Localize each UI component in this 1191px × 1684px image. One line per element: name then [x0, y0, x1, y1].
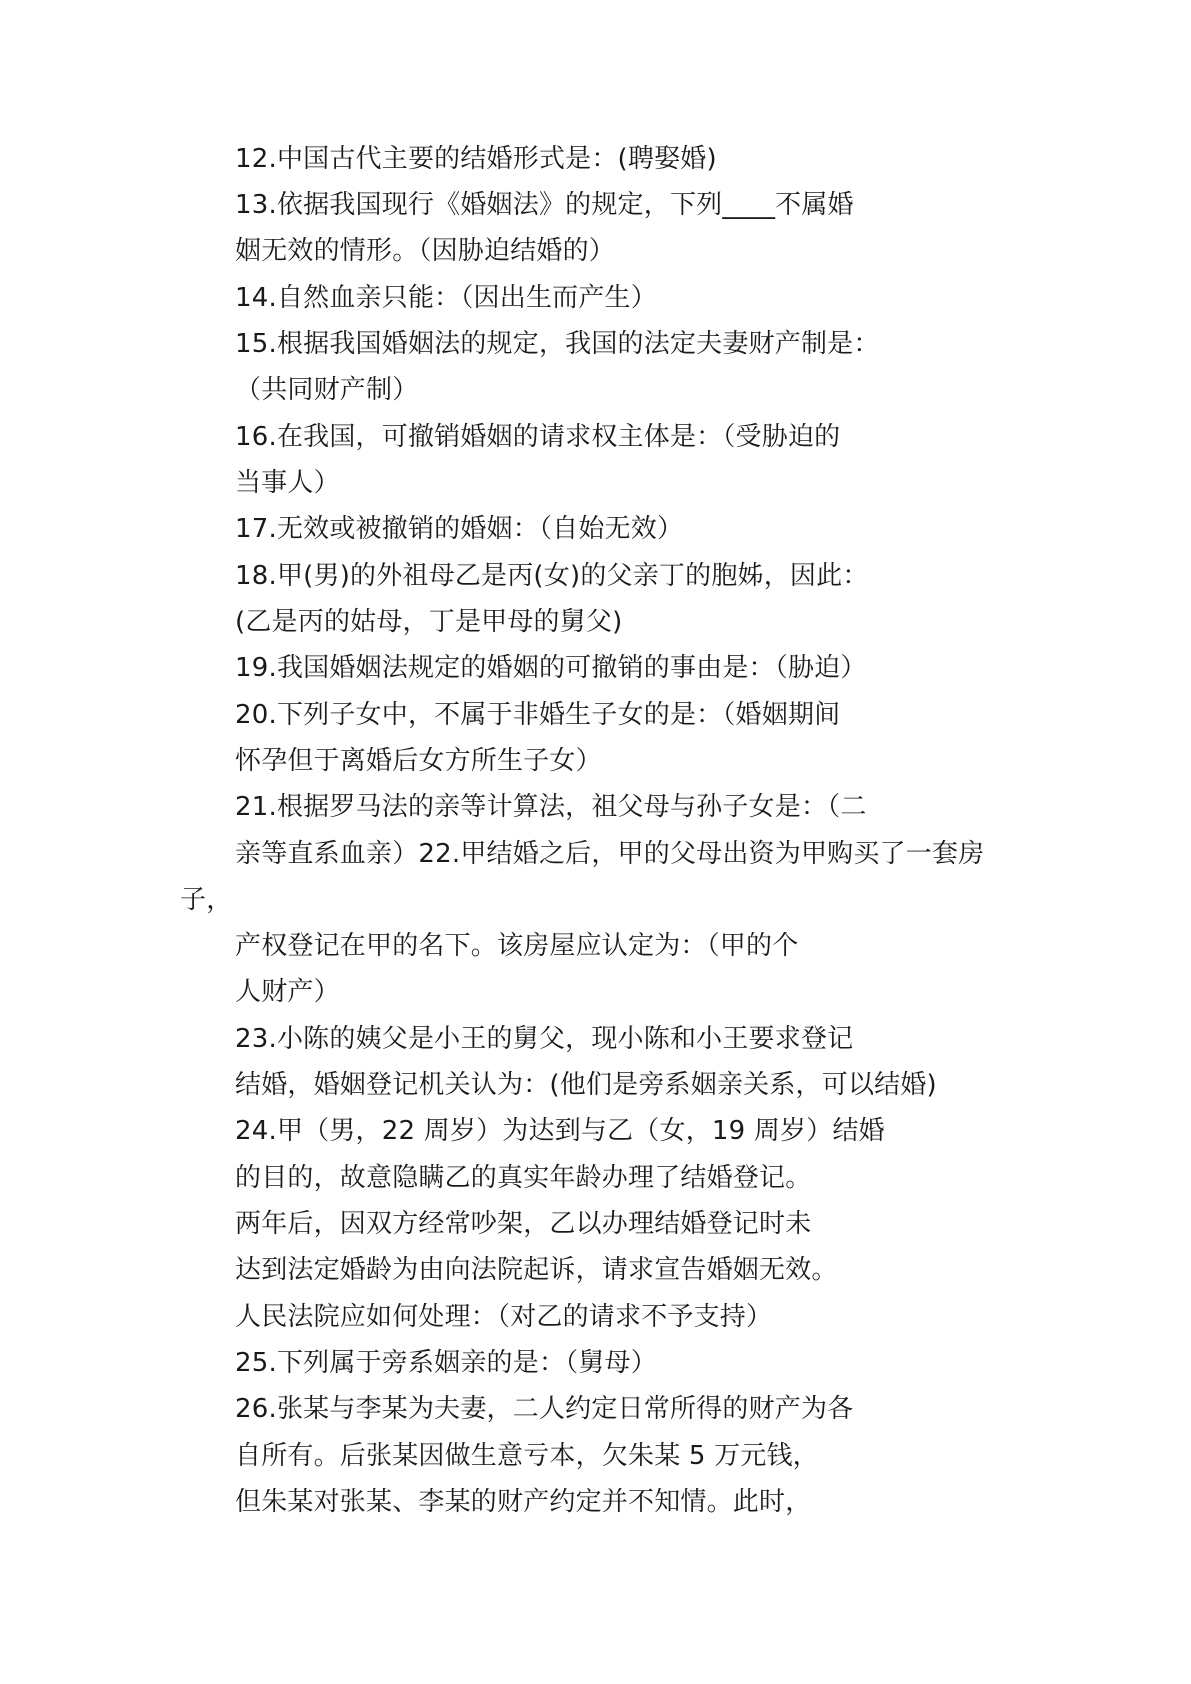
text-line: 12.中国古代主要的结婚形式是：(聘娶婚) [235, 144, 717, 174]
text-line: 子， [180, 885, 233, 915]
text-line: 结婚，婚姻登记机关认为：(他们是旁系姻亲关系，可以结婚) [235, 1070, 937, 1100]
text-line: 15.根据我国婚姻法的规定，我国的法定夫妻财产制是： [235, 329, 880, 359]
text-line: 17.无效或被撤销的婚姻：（自始无效） [235, 514, 684, 544]
text-line: 产权登记在甲的名下。该房屋应认定为：（甲的个 [235, 931, 799, 961]
text-line: 14.自然血亲只能：（因出生而产生） [235, 283, 657, 313]
text-line: 21.根据罗马法的亲等计算法，祖父母与孙子女是：（二 [235, 792, 867, 822]
text-line: 24.甲（男，22 周岁）为达到与乙（女，19 周岁）结婚 [235, 1116, 885, 1146]
text-line: 当事人） [235, 468, 340, 498]
text-line: 两年后，因双方经常吵架，乙以办理结婚登记时未 [235, 1209, 812, 1239]
text-line: 自所有。后张某因做生意亏本，欠朱某 5 万元钱， [235, 1441, 819, 1471]
text-line: 但朱某对张某、李某的财产约定并不知情。此时， [235, 1487, 812, 1517]
text-line: 的目的，故意隐瞒乙的真实年龄办理了结婚登记。 [235, 1163, 812, 1193]
text-line: 13.依据我国现行《婚姻法》的规定，下列____不属婚 [235, 190, 854, 220]
text-line: 人财产） [235, 977, 340, 1007]
text-line: 怀孕但于离婚后女方所生子女） [235, 746, 602, 776]
text-line: 19.我国婚姻法规定的婚姻的可撤销的事由是：（胁迫） [235, 653, 867, 683]
text-line: 25.下列属于旁系姻亲的是：（舅母） [235, 1348, 657, 1378]
text-line: 人民法院应如何处理：（对乙的请求不予支持） [235, 1302, 773, 1332]
text-line: 亲等直系血亲）22.甲结婚之后，甲的父母出资为甲购买了一套房 [235, 839, 985, 869]
text-line: 20.下列子女中，不属于非婚生子女的是：（婚姻期间 [235, 700, 841, 730]
text-line: 18.甲(男)的外祖母乙是丙(女)的父亲丁的胞姊，因此： [235, 561, 869, 591]
text-line: 16.在我国，可撤销婚姻的请求权主体是：（受胁迫的 [235, 422, 841, 452]
text-line: 26.张某与李某为夫妻，二人约定日常所得的财产为各 [235, 1394, 854, 1424]
text-line: 达到法定婚龄为由向法院起诉，请求宣告婚姻无效。 [235, 1255, 838, 1285]
text-line: 23.小陈的姨父是小王的舅父，现小陈和小王要求登记 [235, 1024, 854, 1054]
text-line: 姻无效的情形。（因胁迫结婚的） [235, 236, 616, 266]
text-line: （共同财产制） [235, 375, 419, 405]
text-line: (乙是丙的姑母，丁是甲母的舅父) [235, 607, 623, 637]
